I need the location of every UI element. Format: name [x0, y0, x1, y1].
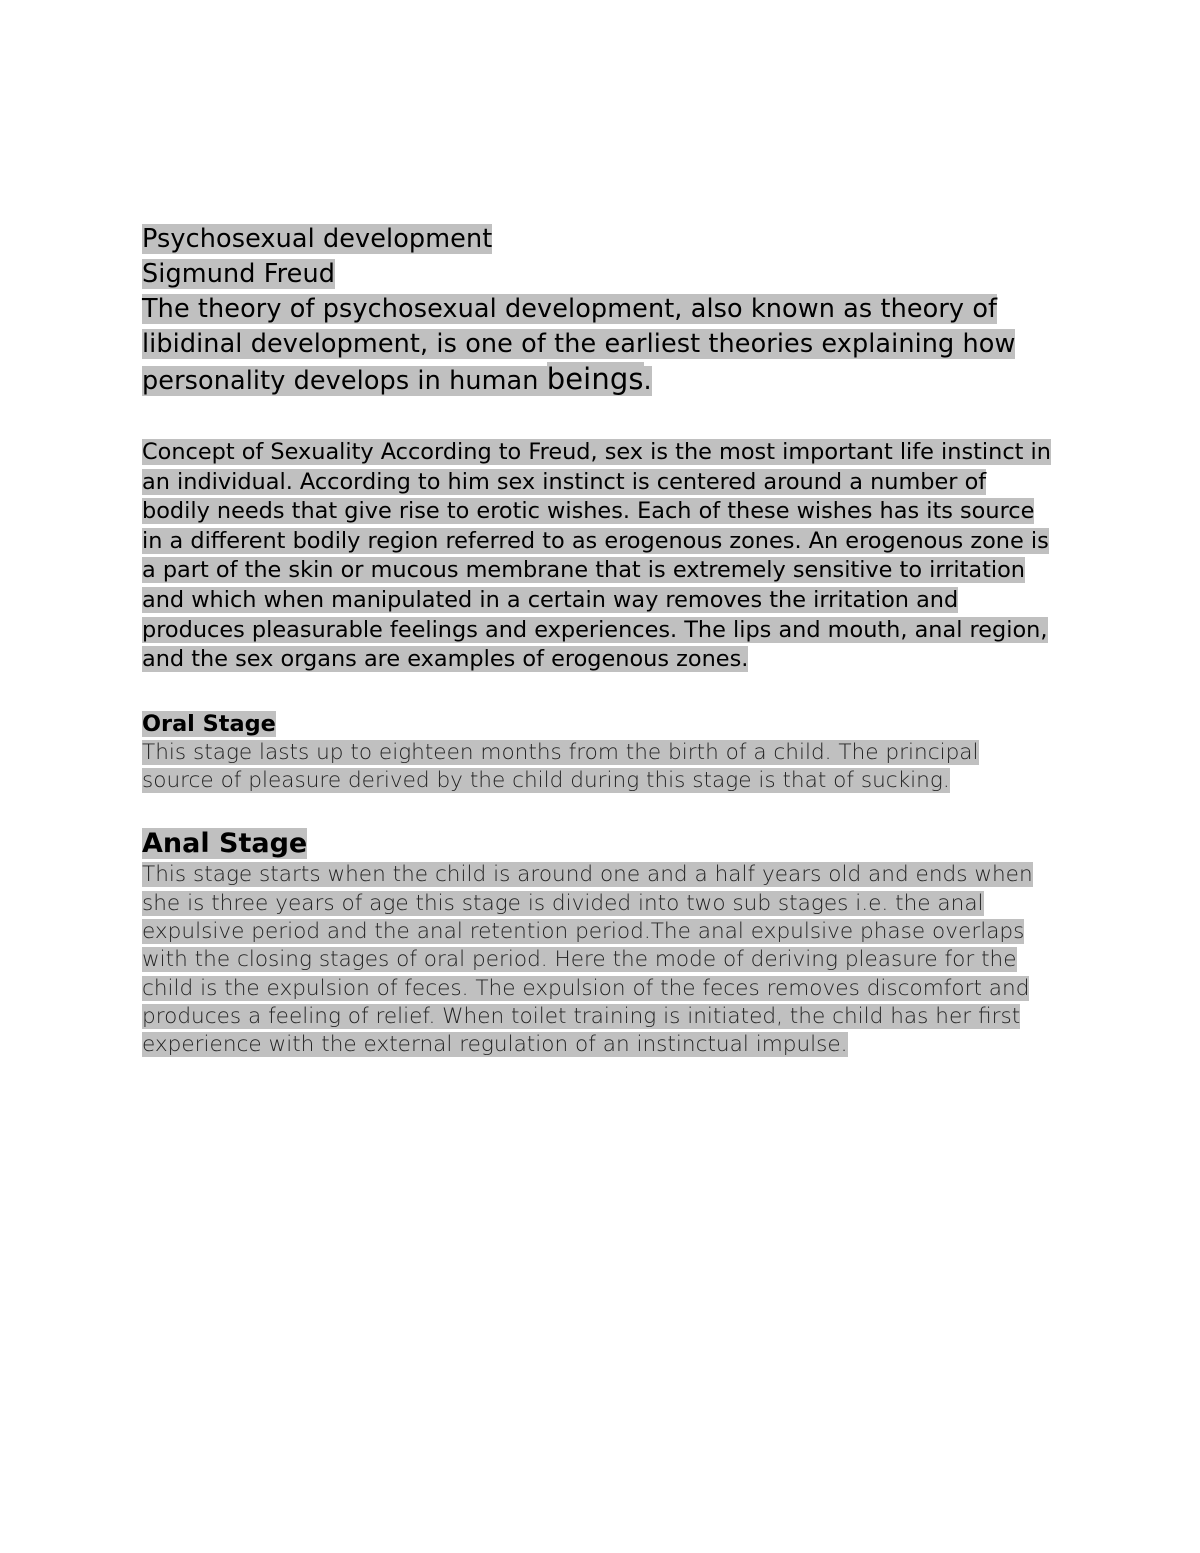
oral-stage-text: This stage lasts up to eighteen months from the birth of a child. The principal source of pleasure derived by the child during this stage is that of sucking.: [142, 739, 979, 794]
intro-period: .: [643, 366, 652, 396]
document-title: Psychosexual development: [142, 224, 493, 254]
heading-block: [142, 222, 1057, 399]
anal-stage-section: [142, 827, 1057, 1059]
anal-stage-text: This stage starts when the child is around one and a half years old and ends when she is three years of age this stage is divided into two sub stages i.e. the anal expulsive period and the anal retention period.The anal expulsive phase overlaps with the closing stages of oral period. Here the mode of deriving pleasure for the child is the expulsion of feces. The expulsion of the feces removes discomfort and produces a feeling of relief. When toilet training is initiated, the child has her first experience with the external regulation of an instinctual impulse.: [142, 862, 1033, 1058]
document-author: Sigmund Freud: [142, 259, 335, 289]
intro-paragraph: [142, 292, 1057, 399]
intro-last-word: beings: [546, 362, 644, 396]
anal-stage-heading: Anal Stage: [142, 828, 308, 860]
intro-text: The theory of psychosexual development, also known as theory of libidinal development, is one of the earliest theories explaining how personality develops in human: [142, 294, 1016, 396]
concept-paragraph: Concept of Sexuality According to Freud, sex is the most important life instinct in an individual. According to him sex instinct is centered around a number of bodily needs that give rise to erotic wishes. Each of these wishes has its source in a different bodily region referred to as erogenous zones. An erogenous zone is a part of the skin or mucous membrane that is extremely sensitive to irritation and which when manipulated in a certain way removes the irritation and produces pleasurable feelings and experiences. The lips and mouth, anal region, and the sex organs are examples of erogenous zones.: [142, 439, 1051, 673]
oral-stage-heading: Oral Stage: [142, 710, 276, 737]
concept-section: [142, 438, 1057, 675]
document-page: [142, 222, 1057, 1059]
oral-stage-section: [142, 710, 1057, 796]
